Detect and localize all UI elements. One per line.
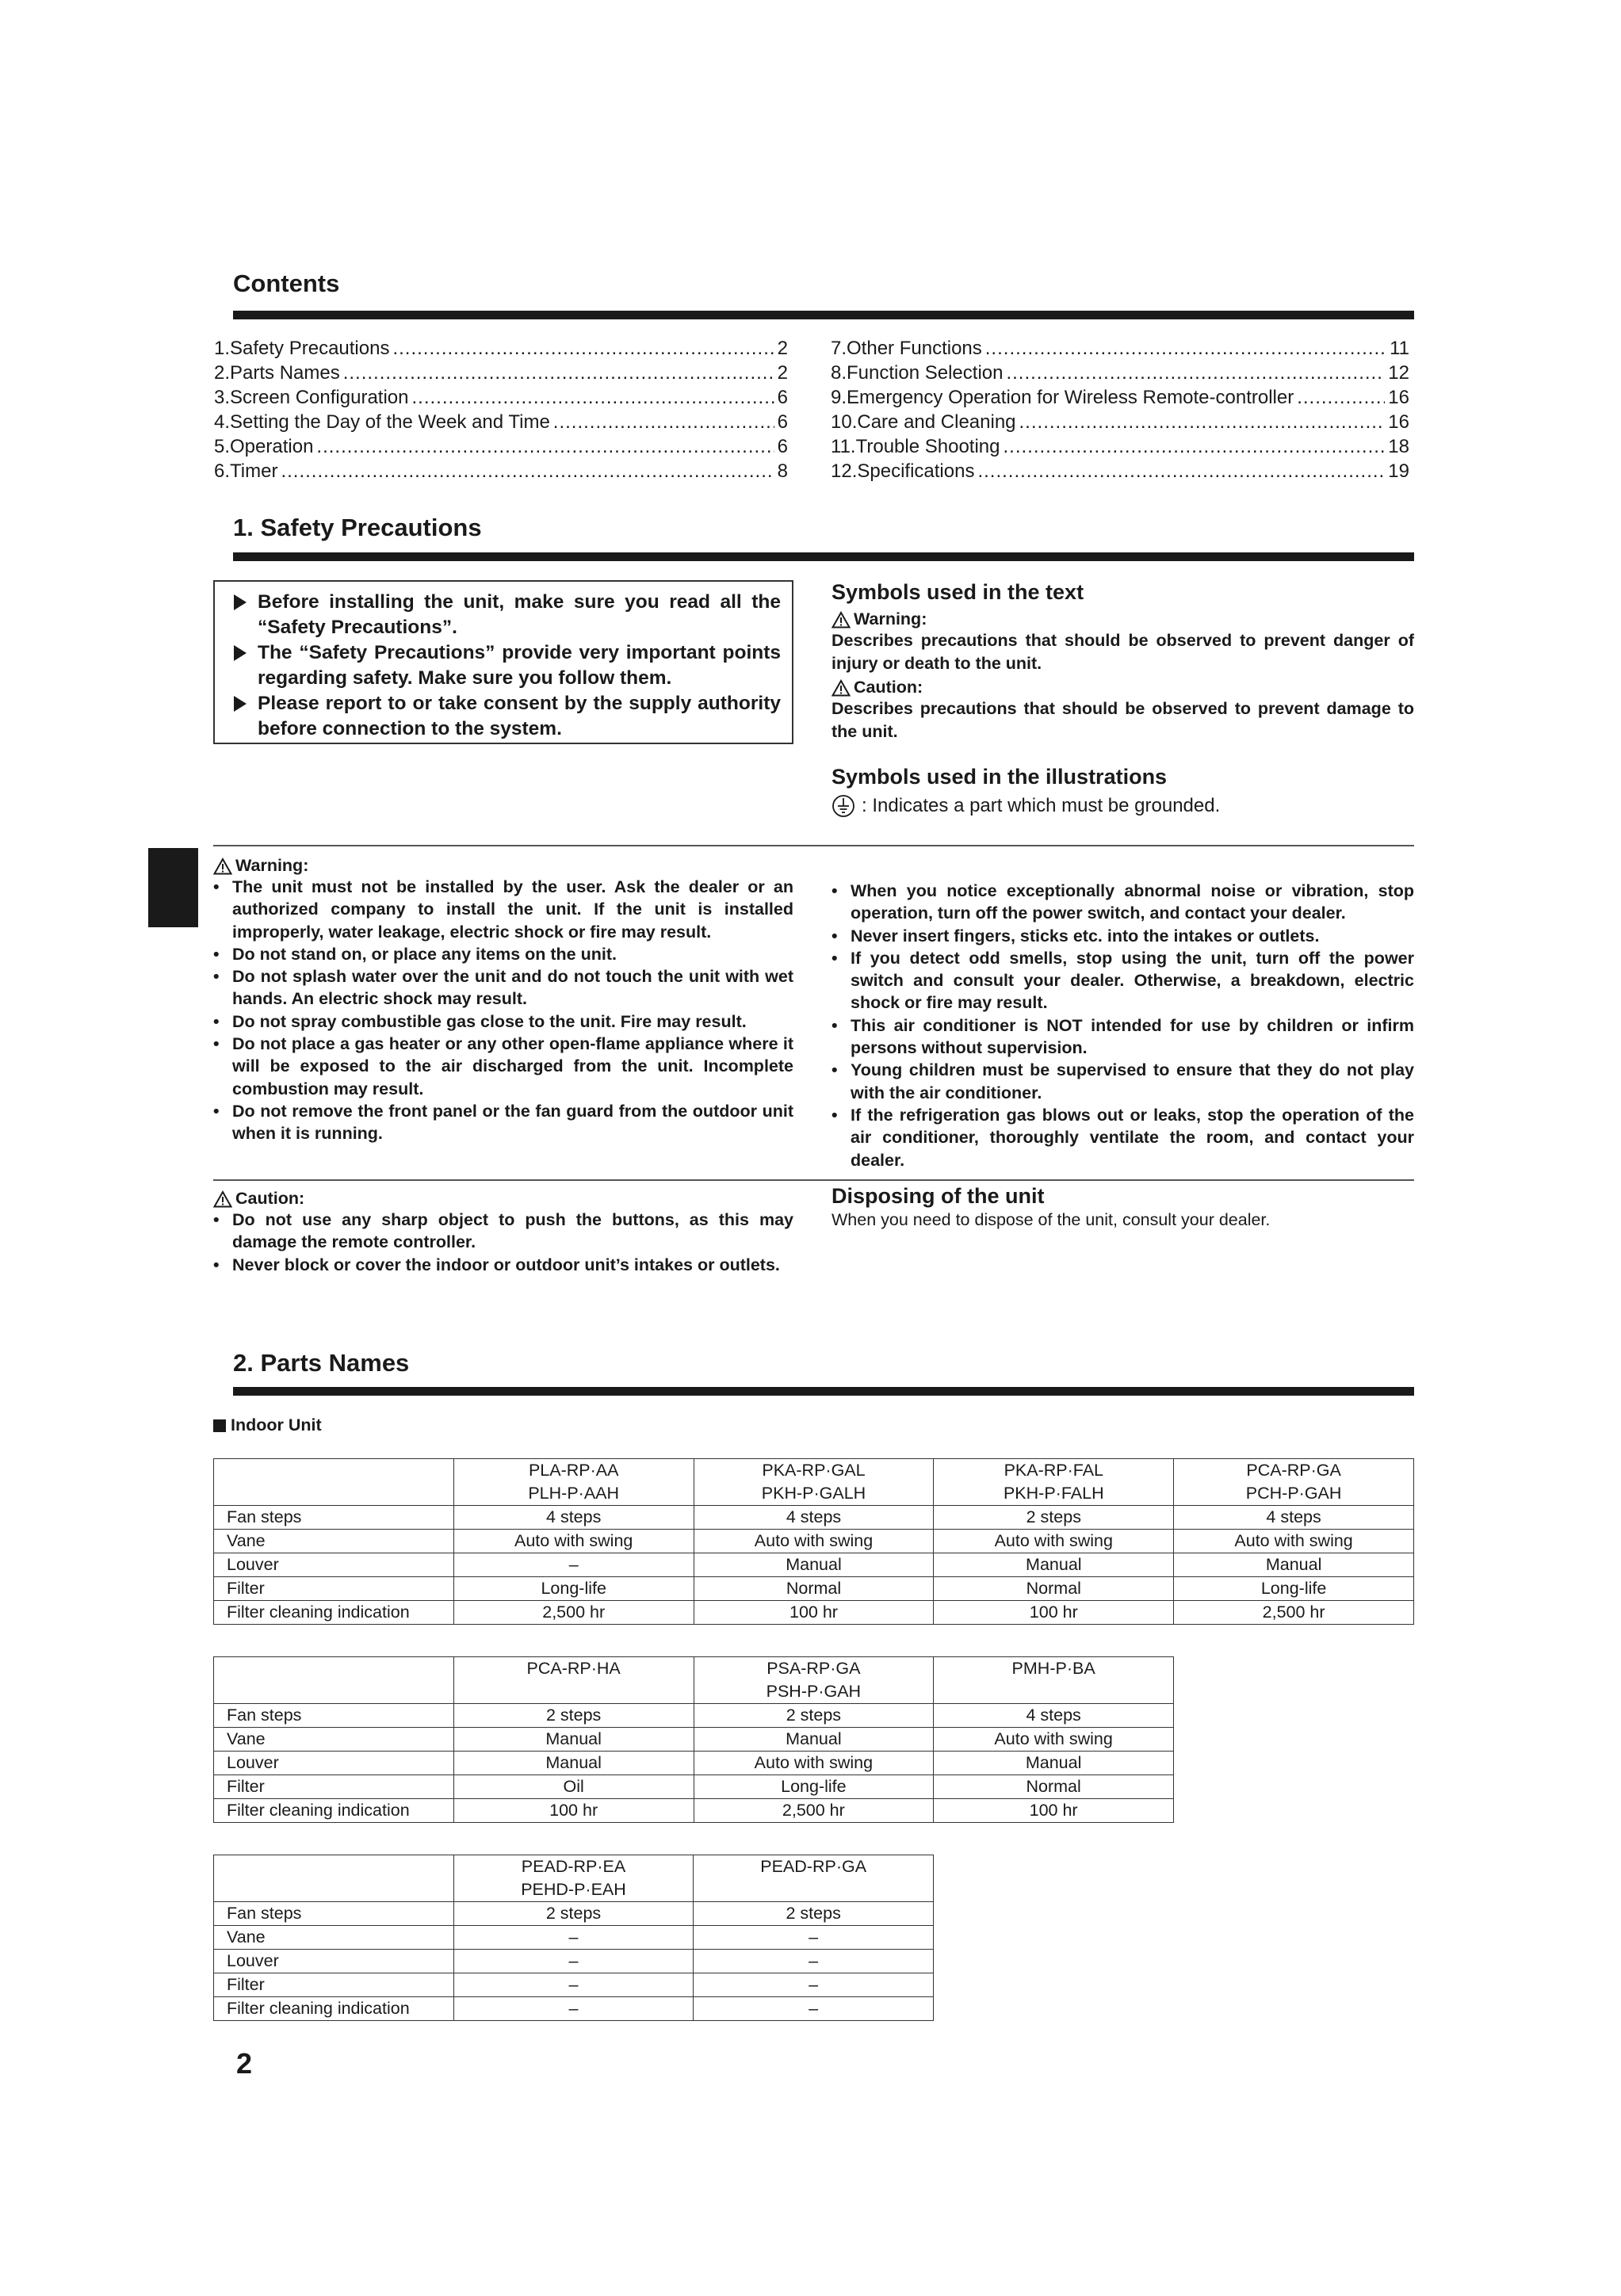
warning-right <box>832 880 1414 1171</box>
indoor-unit-label: Indoor Unit <box>213 1415 322 1435</box>
caution-block <box>213 1189 793 1276</box>
model-name: PSH-P·GAH <box>694 1680 934 1704</box>
toc-entry[interactable]: 3. Screen Configuration ..... 6 <box>214 385 788 410</box>
toc-left <box>214 336 788 483</box>
table-row: Filter cleaning indication 100 hr 2,500 hr 100 hr <box>214 1799 1174 1823</box>
model-name: PKH-P·GALH <box>694 1482 934 1506</box>
warning-item: • This air conditioner is NOT intended for use by children or infirm persons without supervision. <box>832 1014 1414 1060</box>
warning-item: • The unit must not be installed by the user. Ask the dealer or an authorized company to install the unit. If the unit is installed improperly, water leakage, electric shock or fire may result. <box>213 876 793 943</box>
symbols-caution-desc: Describes precautions that should be observed to prevent damage to the unit. <box>832 699 1414 741</box>
warning-item: • Do not place a gas heater or any other open-flame appliance where it will be exposed to the air discharged from the unit. Incomplete combustion may result. <box>213 1033 793 1100</box>
parts-heading: 2. Parts Names <box>233 1349 410 1377</box>
table-row: Filter cleaning indication – – <box>214 1997 934 2021</box>
toc-entry[interactable]: 9. Emergency Operation for Wireless Remote-controller ..... 16 <box>831 385 1409 410</box>
symbols-illus-heading: Symbols used in the illustrations <box>832 765 1168 789</box>
table-row: Filter Oil Long-life Normal <box>214 1775 1174 1799</box>
box-item: Please report to or take consent by the supply authority before connection to the system. <box>234 691 781 742</box>
toc-entry[interactable]: 2. Parts Names ..... 2 <box>214 361 788 385</box>
disposing-heading: Disposing of the unit <box>832 1184 1045 1208</box>
safety-rule <box>233 552 1414 561</box>
ground-icon <box>832 794 855 818</box>
warning-item: • Do not stand on, or place any items on the unit. <box>213 943 793 965</box>
symbols-warning-label: Warning: <box>832 609 1414 629</box>
model-name: PCA-RP·GA <box>1174 1459 1414 1483</box>
model-name: PKA-RP·FAL <box>934 1459 1174 1483</box>
table-corner <box>214 1459 454 1483</box>
model-name <box>934 1680 1174 1704</box>
box-item: The “Safety Precautions” provide very important points regarding safety. Make sure you follow them. <box>234 640 781 691</box>
contents-rule <box>233 311 1414 319</box>
warning-item: • Young children must be supervised to ensure that they do not play with the air conditioner. <box>832 1059 1414 1104</box>
model-name: PEHD-P·EAH <box>453 1878 694 1902</box>
disposing-text: When you need to dispose of the unit, consult your dealer. <box>832 1210 1271 1229</box>
warning-item: • When you notice exceptionally abnormal noise or vibration, stop operation, turn off the power switch, and contact your dealer. <box>832 880 1414 925</box>
symbols-text <box>832 580 1414 818</box>
toc-entry[interactable]: 10. Care and Cleaning ..... 16 <box>831 410 1409 434</box>
model-name: PKH-P·FALH <box>934 1482 1174 1506</box>
toc-right <box>831 336 1409 483</box>
table-corner <box>214 1680 454 1704</box>
contents-heading: Contents <box>233 269 340 297</box>
warning-label: Warning: <box>213 856 793 876</box>
table-row: Louver Manual Auto with swing Manual <box>214 1752 1174 1775</box>
table-row: Filter Long-life Normal Normal Long-life <box>214 1577 1414 1601</box>
caution-item: • Never block or cover the indoor or outdoor unit’s intakes or outlets. <box>213 1254 793 1276</box>
model-name <box>453 1680 694 1704</box>
toc-entry[interactable]: 11. Trouble Shooting ..... 18 <box>831 434 1409 459</box>
toc-entry[interactable]: 5. Operation ..... 6 <box>214 434 788 459</box>
warning-item: • Never insert fingers, sticks etc. into the intakes or outlets. <box>832 925 1414 947</box>
table-row: Fan steps 4 steps 4 steps 2 steps 4 steps <box>214 1506 1414 1530</box>
table-row: Filter cleaning indication 2,500 hr 100 hr 100 hr 2,500 hr <box>214 1601 1414 1625</box>
parts-rule <box>233 1387 1414 1396</box>
warning-item: • If you detect odd smells, stop using the unit, turn off the power switch and consult your dealer. Otherwise, a breakdown, electric shock or fire may result. <box>832 947 1414 1014</box>
model-name: PLA-RP·AA <box>453 1459 694 1483</box>
table-corner <box>214 1482 454 1506</box>
model-name: PEAD-RP·EA <box>453 1855 694 1879</box>
table-row: Vane Manual Manual Auto with swing <box>214 1728 1174 1752</box>
table-row: Louver – Manual Manual Manual <box>214 1553 1414 1577</box>
table-corner <box>214 1657 454 1681</box>
model-name: PCA-RP·HA <box>453 1657 694 1681</box>
toc-entry[interactable]: 7. Other Functions ..... 11 <box>831 336 1409 361</box>
toc-entry[interactable]: 8. Function Selection ..... 12 <box>831 361 1409 385</box>
warning-item: • Do not splash water over the unit and do not touch the unit with wet hands. An electric shock may result. <box>213 965 793 1010</box>
caution-triangle-icon <box>213 1190 232 1208</box>
table-row: Vane Auto with swing Auto with swing Auto with swing Auto with swing <box>214 1530 1414 1553</box>
safety-heading: 1. Safety Precautions <box>233 514 482 541</box>
table-corner <box>214 1855 454 1879</box>
disposing-block <box>832 1184 1414 1232</box>
warning-triangle-icon <box>832 611 851 628</box>
box-item: Before installing the unit, make sure you read all the “Safety Precautions”. <box>234 590 781 640</box>
model-name: PKA-RP·GAL <box>694 1459 934 1483</box>
ground-row: : Indicates a part which must be grounded. <box>832 794 1414 818</box>
caution-label: Caution: <box>213 1189 793 1209</box>
model-name: PLH-P·AAH <box>453 1482 694 1506</box>
table-row: Vane – – <box>214 1926 934 1950</box>
toc-entry[interactable]: 6. Timer ..... 8 <box>214 459 788 483</box>
table-row: Fan steps 2 steps 2 steps <box>214 1902 934 1926</box>
model-name: PCH-P·GAH <box>1174 1482 1414 1506</box>
model-name: PEAD-RP·GA <box>694 1855 934 1879</box>
divider-warning <box>213 845 1414 846</box>
caution-item: • Do not use any sharp object to push the buttons, as this may damage the remote controller. <box>213 1209 793 1254</box>
model-name <box>694 1878 934 1902</box>
caution-triangle-icon <box>832 679 851 697</box>
square-bullet-icon <box>213 1419 226 1432</box>
symbols-warning-desc: Describes precautions that should be observed to prevent danger of injury or death to the unit. <box>832 631 1414 673</box>
toc-entry[interactable]: 4. Setting the Day of the Week and Time ..... 6 <box>214 410 788 434</box>
toc-entry[interactable]: 1. Safety Precautions ..... 2 <box>214 336 788 361</box>
warning-left <box>213 856 793 1145</box>
warning-item: • If the refrigeration gas blows out or leaks, stop the operation of the air conditioner, thoroughly ventilate the room, and contact your dealer. <box>832 1104 1414 1171</box>
table-row: Fan steps 2 steps 2 steps 4 steps <box>214 1704 1174 1728</box>
section-tab-marker <box>148 848 198 927</box>
table-row: Louver – – <box>214 1950 934 1973</box>
table-row: Filter – – <box>214 1973 934 1997</box>
symbols-caution-label: Caution: <box>832 678 1414 697</box>
warning-item: • Do not remove the front panel or the fan guard from the outdoor unit when it is running. <box>213 1100 793 1145</box>
divider-caution <box>213 1179 1414 1181</box>
parts-table-2 <box>213 1656 1174 1823</box>
warning-item: • Do not spray combustible gas close to the unit. Fire may result. <box>213 1010 793 1033</box>
symbols-text-heading: Symbols used in the text <box>832 580 1084 604</box>
safety-box <box>213 580 793 744</box>
model-name: PSA-RP·GA <box>694 1657 934 1681</box>
parts-table-1 <box>213 1458 1414 1625</box>
warning-triangle-icon <box>213 858 232 875</box>
page-number: 2 <box>236 2047 253 2080</box>
model-name: PMH-P·BA <box>934 1657 1174 1681</box>
table-corner <box>214 1878 454 1902</box>
parts-table-3 <box>213 1855 934 2021</box>
toc-entry[interactable]: 12. Specifications ..... 19 <box>831 459 1409 483</box>
